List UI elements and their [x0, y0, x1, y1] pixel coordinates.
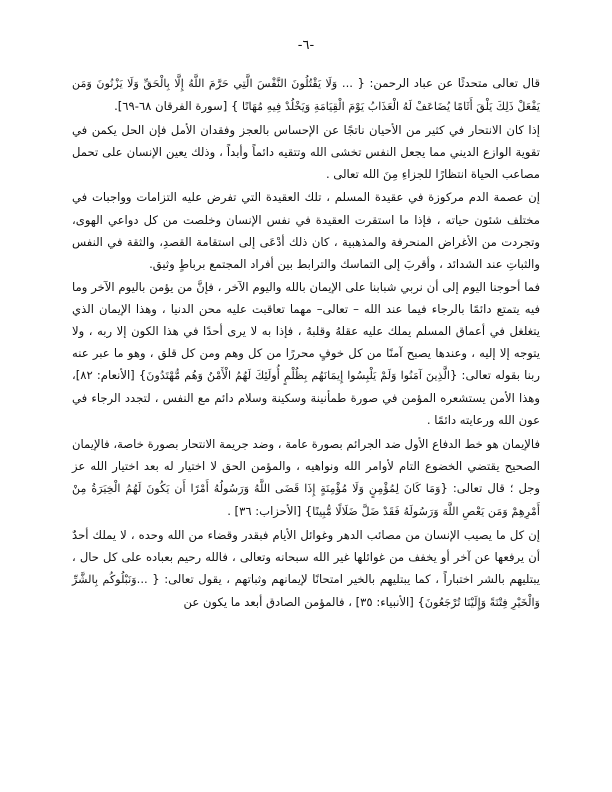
paragraph-3 [72, 186, 540, 274]
paragraph-1-quran: وَلَا يَقْتُلُونَ النَّفْسَ الَّتِي حَرَّمَ اللَّهُ إِلَّا بِالْحَقِّ وَلَا يَزْنُونَ وَمَن يَفْعَلْ ذَلِكَ يَلْقَ أَثَامًا يُضَاعَفْ لَهُ الْعَذَابُ يَوْمَ الْقِيَامَةِ وَيَخْلُدْ فِيهِ مُهَانًا [72, 77, 540, 114]
paragraph-1-text [72, 72, 540, 118]
paragraph-5-quran: وَمَا كَانَ لِمُؤْمِنٍ وَلَا مُؤْمِنَةٍ إِذَا قَضَى اللَّهُ وَرَسُولُهُ أَمْرًا أَن يَكُونَ لَهُمُ الْخِيَرَةُ مِنْ أَمْرِهِمْ وَمَن يَعْصِ اللَّهَ وَرَسُولَهُ فَقَدْ ضَلَّ ضَلَالًا مُّبِينًا [72, 481, 540, 518]
paragraph-5-citation: } [الأحزاب: ٣٦] . [227, 503, 313, 518]
page-number: -٦- [297, 38, 315, 53]
paragraph-4 [72, 276, 540, 432]
paragraph-1-intro: قال تعالى متحدثًا عن عباد الرحمن: { ... [337, 76, 540, 90]
paragraph-6 [72, 524, 540, 614]
paragraph-5 [72, 433, 540, 523]
paragraph-2-text: إذا كان الانتحار في كثير من الأحيان ناتجًا عن الإحساس بالعجز وفقدان الأمل فإن الحل يكمن في تقوية الوازع الديني مما يجعل النفس تخشى الله وتتقيه دائماً وأبداً ، وذلك يعين الإنسان على تحمل مصاعب الحياة انتظارًا للجزاءِ مِنَ الله تعالى . [72, 123, 540, 182]
paragraph-4-intro: فما أحوجنا اليوم إلى أن نربي شبابنا على الإيمان بالله واليوم الآخر ، فإنَّ من يؤمن باليوم الآخر وما فيه يتمتع دائمًا بالرجاء فيما عند الله – تعالى– مهما تعاقبت عليه محن الدنيا ، وهذا الإيمان الذي يتغلغل في أعماق المسلم يملك عليه عقلهُ وقلبهُ ، فإذا به لا يرى أحدًا في هذا الكون إلا ربه ، ولا يتوجه إلا إليه ، وعندها يصبح آمنًا من كل خوفٍ محررًا من كل وهم ومن كل قلق ، وهو ما عبر عنه ربنا بقوله تعالى: { [72, 279, 540, 383]
paragraph-2 [72, 119, 540, 185]
paragraph-6-citation: } [الأنبياء: ٣٥] ، فالمؤمن الصادق أبعد ما يكون عن [183, 595, 425, 610]
paragraph-3-text: إن عصمة الدم مركوزة في عقيدة المسلم ، تلك العقيدة التي تفرض عليه التزامات وواجبات في مختلف شئون حياته ، فإذا ما استقرت العقيدة في نفس الإنسان وخلصت من كل دواعي الهوى، وتجردت من الأغراض المنحرفة والمذهبية ، كان ذلك أدْعَى إلى استقامة القصدِ، والثقة في النفس والثباتِ عند الشدائد ، وأقربَ إلى التماسك والترابط بين أفراد المجتمع برباطٍ وثيق. [72, 190, 540, 271]
paragraph-1-citation: } [سورة الفرقان ٦٨-٦٩]. [114, 99, 243, 114]
paragraph-6-quran: وَنَبْلُوكُم بِالشَّرِّ وَالْخَيْرِ فِتْنَةً وَإِلَيْنَا تُرْجَعُونَ [72, 573, 540, 610]
paragraph-4-quran: الَّذِينَ آمَنُوا وَلَمْ يَلْبِسُوا إِيمَانَهُم بِظُلْمٍ أُولَئِكَ لَهُمُ الْأَمْنُ وَهُم مُّهْتَدُونَ [146, 369, 450, 383]
paragraph-1 [72, 72, 540, 118]
paragraph-6-intro: إن كل ما يصيب الإنسان من مصائب الدهر وغوائل الأيام فبقدر وقضاء من الله وحده ، لا يملك أحدٌ أن يرفعها عن آخر أو يخفف من غوائلها غير الله سبحانه وتعالى ، فالله رحيم بعباده على كل حال ، يبتليهم بالشر اختباراً ، كما يبتليهم بالخير امتحانًا لإيمانهم وثباتهم ، يقول تعالى: { ... [72, 527, 540, 587]
paragraph-5-intro: فالإيمان هو خط الدفاع الأول ضد الجرائم بصورة عامة ، وضد جريمة الانتحار بصورة خاصة، فالإيمان الصحيح يقتضي الخضوع التام لأوامر الله ونواهيه ، والمؤمن الحق لا اختيار له بعد اختيار الله عز وجل ؛ قال تعالى: { [72, 436, 540, 495]
paragraph-4-citation: } [الأنعام: ٨٢]، وهذا الأمن يستشعره المؤمن في صورة طمأنينة وسكينة وسلام دائم مع النفس ، لتجدد الرجاء في عون الله ورعايته دائمًا . [72, 368, 540, 428]
